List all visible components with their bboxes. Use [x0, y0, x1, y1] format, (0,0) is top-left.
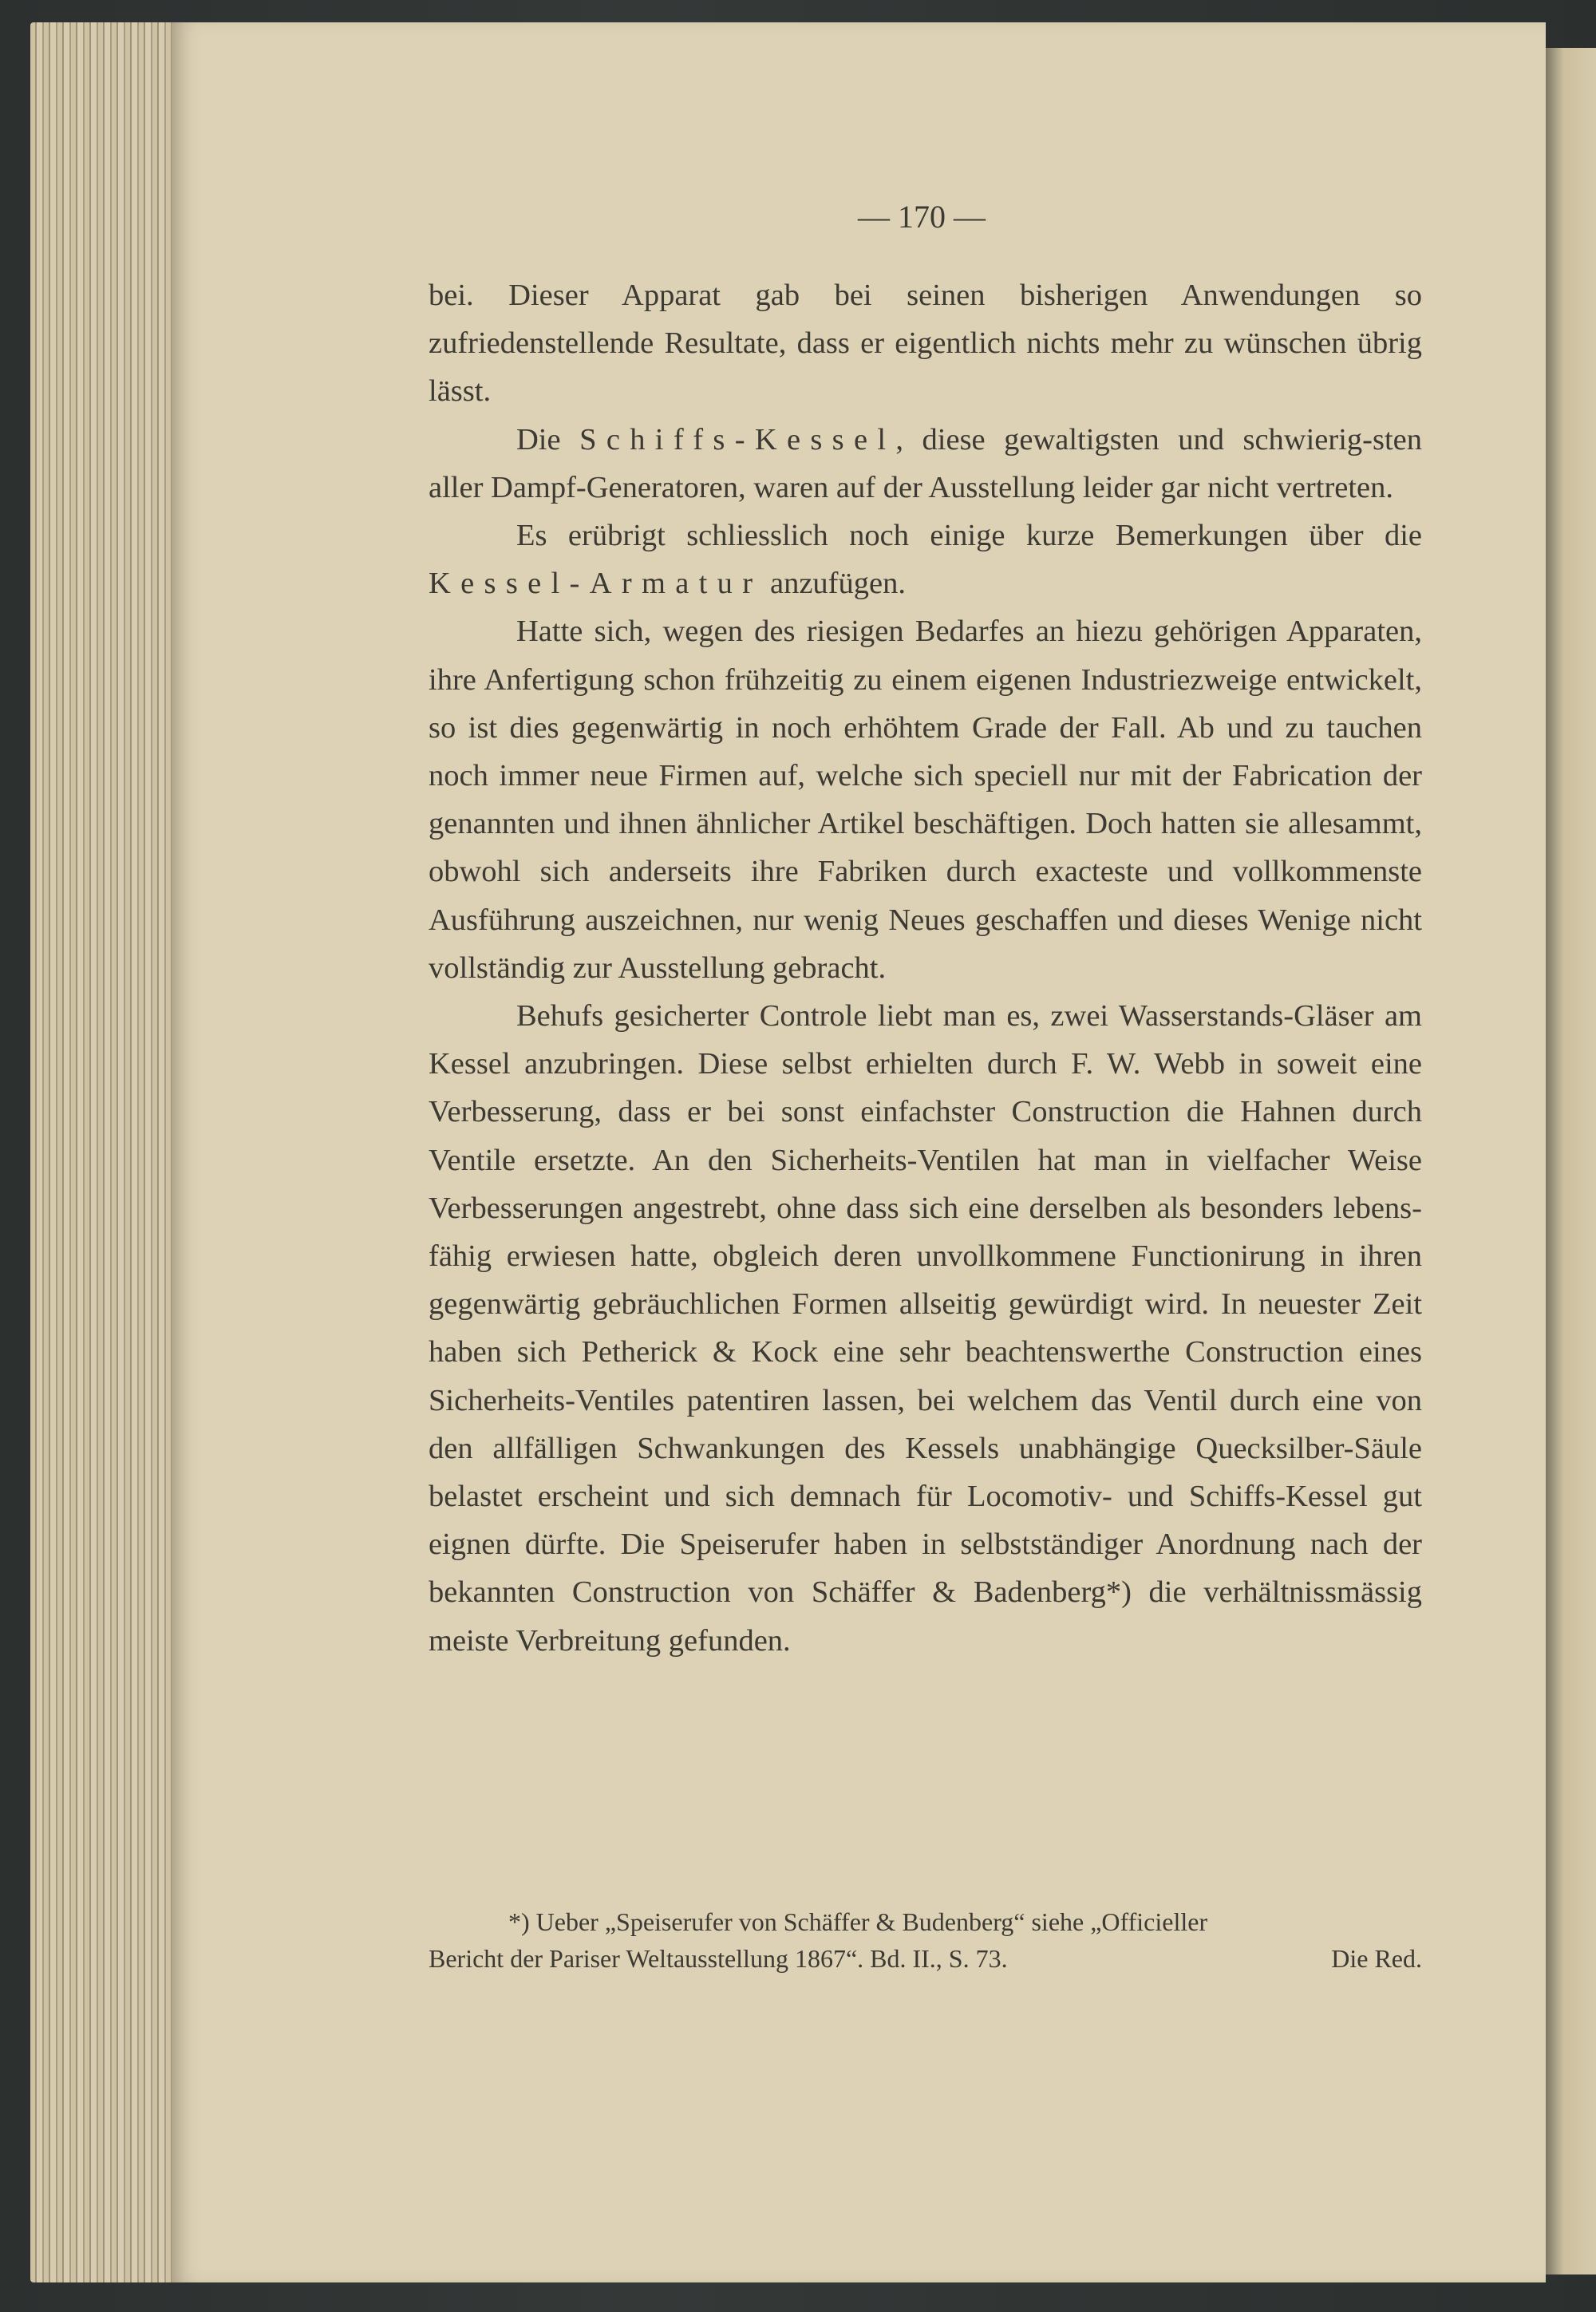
body-text: [429, 271, 1422, 1665]
page-number: — 170 —: [858, 199, 986, 235]
paragraph: [429, 512, 1422, 607]
text-run: bei. Dieser Apparat gab bei seinen bisherigen Anwendungen so zufriedenstellende Resultate, dass er eigentlich nichts mehr zu wünschen übrig lässt.: [429, 279, 1422, 409]
facing-page-edge: [1546, 48, 1596, 2274]
footnote: [429, 1903, 1422, 1977]
text-run: , diese gewaltigsten und schwierig-sten aller Dampf-Generatoren, waren auf der Ausstellung leider gar nicht vertreten.: [429, 422, 1422, 504]
paragraph: [429, 992, 1422, 1665]
editor-signature: Die Red.: [1331, 1944, 1422, 1973]
text-run: Die: [516, 422, 580, 456]
paragraph: [429, 607, 1422, 992]
spaced-term: Kessel-Armatur: [429, 567, 763, 601]
footnote-line: [429, 1940, 1422, 1977]
footnote-reference: Bericht der Pariser Weltausstellung 1867“. Bd. II., S. 73.: [429, 1944, 1008, 1973]
text-run: Behufs gesicherter Controle liebt man es, zwei Wasserstands-Gläser am Kessel anzubringen. Diese selbst erhielten durch F. W. Webb in soweit eine Verbesserung, dass er bei sonst einfachster Construction die Hahnen durch Ventile ersetzte. An den Sicherheits-Ventilen hat man in vielfacher Weise Verbesserungen angestrebt, ohne dass sich eine derselben als besonders lebensfähig erwiesen hatte, obgleich deren unvollkommene Functionirung in ihren gegenwärtig gebräuchlichen Formen allseitig gewürdigt wird. In neuester Zeit haben sich Petherick & Kock eine sehr beachtenswerthe Construction eines Sicherheits-Ventiles patentiren lassen, bei welchem das Ventil durch eine von den allfälligen Schwankungen des Kessels unabhängige Quecksilber-Säule belastet erscheint und sich demnach für Locomotiv- und Schiffs-Kessel gut eignen dürfte. Die Speiserufer haben in selbstständiger Anordnung nach der bekannten Construction von Schäffer & Badenberg*) die verhältnissmässig meiste Verbreitung gefunden.: [429, 999, 1422, 1658]
page-edges: [30, 22, 182, 2282]
text-run: anzufügen.: [762, 567, 906, 601]
paragraph: [429, 271, 1422, 416]
footnote-line: *) Ueber „Speiserufer von Schäffer & Budenberg“ siehe „Officieller: [508, 1907, 1208, 1936]
paragraph: [429, 416, 1422, 512]
spaced-term: Schiffs-Kessel: [579, 422, 896, 456]
text-run: Hatte sich, wegen des riesigen Bedarfes an hiezu gehörigen Apparaten, ihre Anfertigung schon frühzeitig zu einem eigenen Industriezweige entwickelt, so ist dies gegenwärtig in noch erhöhtem Grade der Fall. Ab und zu tauchen noch immer neue Firmen auf, welche sich speciell nur mit der Fabrication der genannten und ihnen ähnlicher Artikel beschäftigen. Doch hatten sie allesammt, obwohl sich anderseits ihre Fabriken durch exacteste und vollkommenste Ausführung auszeichnen, nur wenig Neues geschaffen und dieses Wenige nicht vollständig zur Ausstellung gebracht.: [429, 615, 1422, 985]
text-run: Es erübrigt schliesslich noch einige kurze Bemerkungen über die: [516, 519, 1422, 553]
